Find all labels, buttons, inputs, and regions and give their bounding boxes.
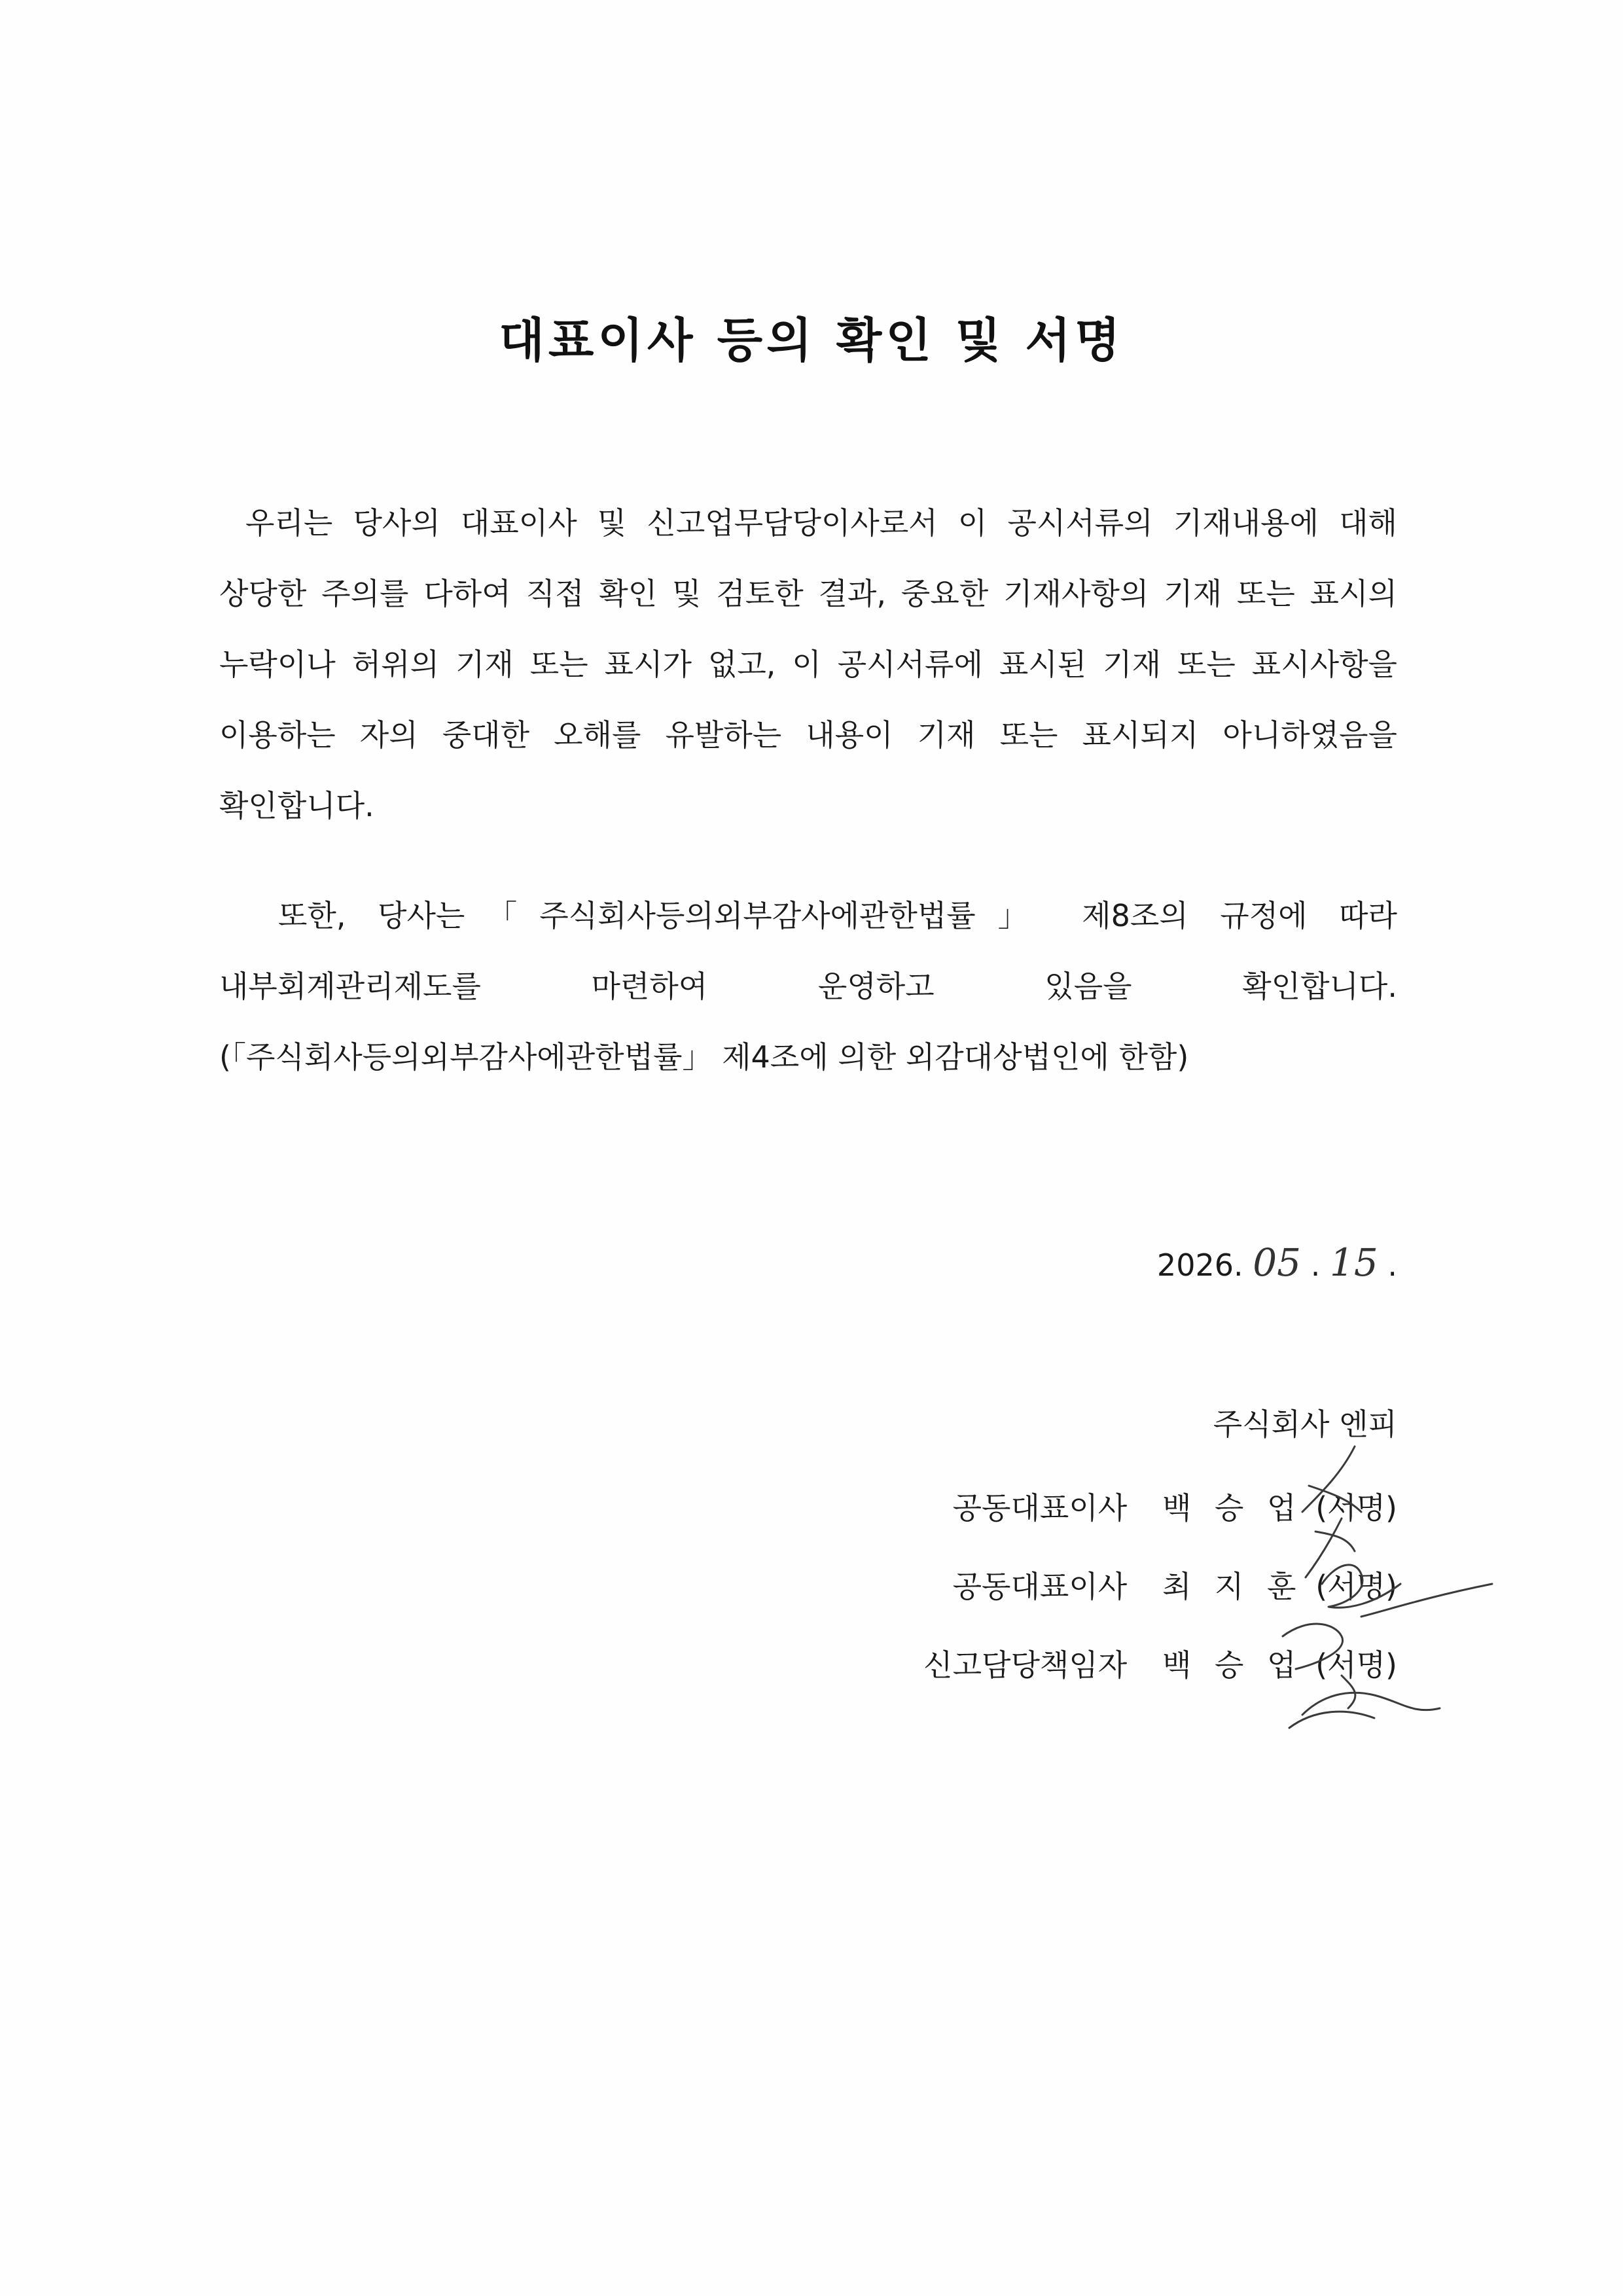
date-end: . [1387, 1247, 1397, 1283]
company-name: 주식회사 엔피 [1213, 1407, 1397, 1442]
signer-name-char: 최 [1162, 1569, 1192, 1604]
confirmation-paragraph: 우리는 당사의 대표이사 및 신고업무담당이사로서 이 공시서류의 기재내용에 대해 상당한 주의를 다하여 직접 확인 및 검토한 결과, 중요한 기재사항의 기재 또는 표시의 누락이나 허위의 기재 또는 표시가 없고, 이 공시서류에 표시된 기재 또는 표시사항을 이용하는 자의 중대한 오해를 유발하는 내용이 기재 또는 표시되지 아니하였음을 확인합니다. [219, 505, 1397, 823]
date-day-handwritten: 15 [1329, 1240, 1378, 1285]
internal-control-paragraph: 또한, 당사는「주식회사등의외부감사에관한법률」 제8조의 규정에 따라 내부회계관리제도를 마련하여 운영하고 있음을 확인합니다. (「주식회사등의외부감사에관한법률」 제4조에 의한 외감대상법인에 한함) [219, 898, 1397, 1075]
signature-mark: (서명) [1315, 1647, 1397, 1683]
signer-name-char: 백 [1162, 1490, 1192, 1526]
signature-stroke-2 [1283, 1565, 1492, 1669]
signer-name-char: 업 [1267, 1490, 1296, 1526]
document-title: 대표이사 등의 확인 및 서명 [499, 313, 1124, 368]
signer-name-char: 승 [1215, 1647, 1244, 1683]
signature-stroke-1 [1302, 1446, 1361, 1577]
signature-mark: (서명) [1315, 1490, 1397, 1526]
signature-mark: (서명) [1315, 1569, 1397, 1604]
signer-name-char: 업 [1267, 1647, 1296, 1683]
signer-name-char: 훈 [1267, 1569, 1296, 1604]
date-separator: . [1310, 1247, 1321, 1283]
date-year: 2026. [1156, 1247, 1243, 1283]
signing-date [1157, 1240, 1397, 1285]
date-month-handwritten: 05 [1253, 1240, 1302, 1285]
signer-role: 신고담당책임자 [923, 1647, 1128, 1683]
signature-stroke-3 [1289, 1676, 1440, 1728]
signer-name-char: 승 [1215, 1490, 1244, 1526]
signer-name-char: 백 [1162, 1647, 1192, 1683]
handwritten-signatures [1243, 1420, 1518, 1734]
signer-role: 공동대표이사 [952, 1490, 1128, 1526]
signer-role: 공동대표이사 [952, 1569, 1128, 1604]
signer-name-char: 지 [1215, 1569, 1244, 1604]
